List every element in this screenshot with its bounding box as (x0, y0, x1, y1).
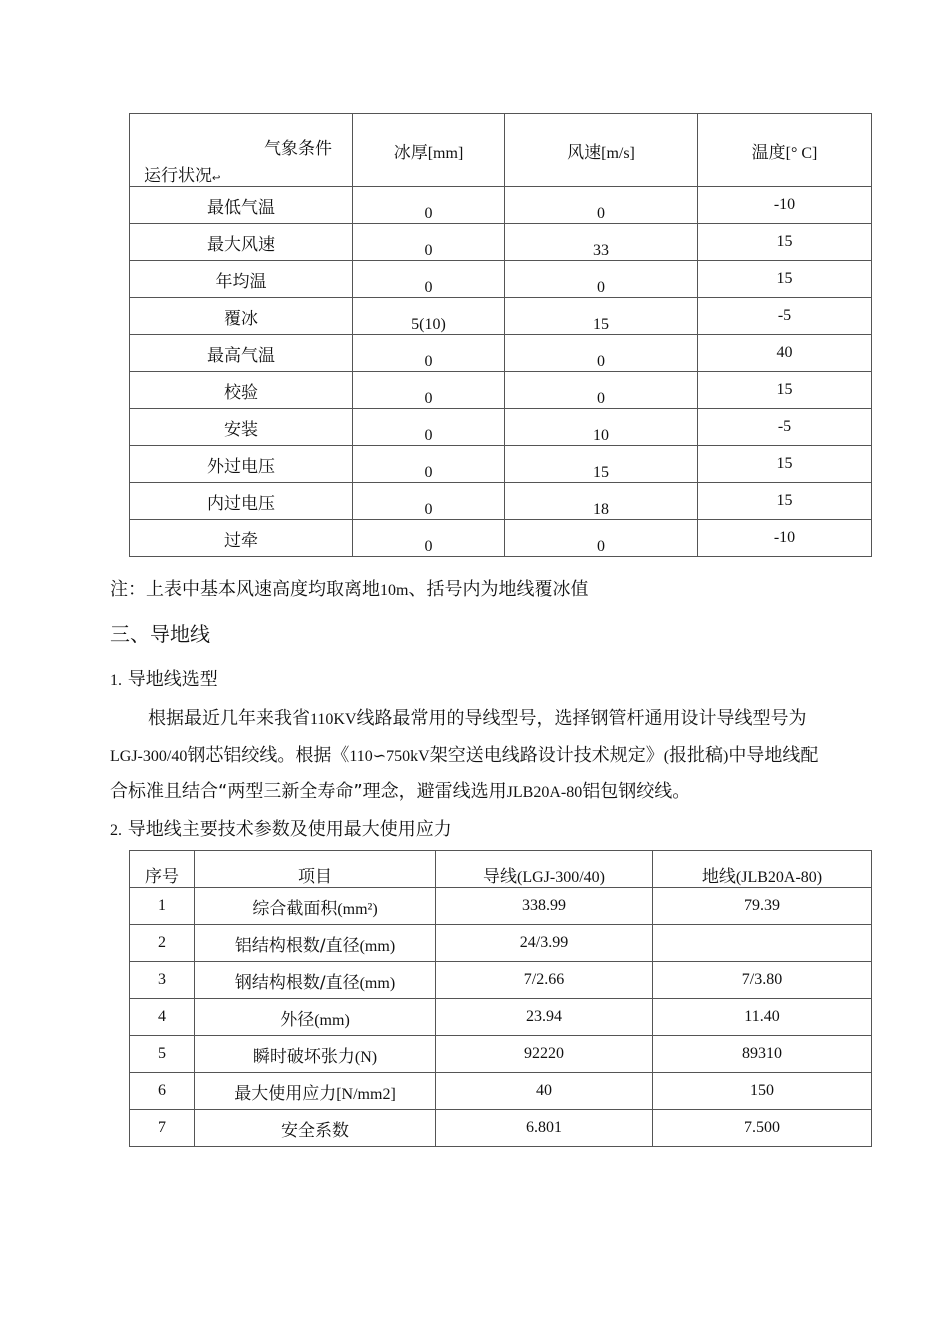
conductor-value-cell: 6.801 (436, 1110, 653, 1147)
item-cell: 安全系数 (195, 1110, 436, 1147)
wind-speed-cell: 10 (505, 409, 698, 446)
param-row (130, 999, 872, 1036)
temperature-cell: 15 (698, 483, 872, 520)
condition-name-cell: 安装 (130, 409, 353, 446)
wind-speed-cell: 0 (505, 372, 698, 409)
seq-cell: 6 (130, 1073, 195, 1110)
corner-bottom-label: 运行状况↩ (144, 166, 221, 186)
weather-row (130, 409, 872, 446)
weather-row (130, 372, 872, 409)
ground-wire-value-cell: 89310 (653, 1036, 872, 1073)
wind-speed-cell: 0 (505, 335, 698, 372)
temperature-cell: -10 (698, 187, 872, 224)
weather-row (130, 224, 872, 261)
item-cell: 综合截面积(mm²) (195, 888, 436, 925)
weather-row (130, 483, 872, 520)
wind-speed-cell: 0 (505, 520, 698, 557)
conductor-value-cell: 40 (436, 1073, 653, 1110)
conductor-value-cell: 23.94 (436, 999, 653, 1036)
ground-wire-value-cell: 7.500 (653, 1110, 872, 1147)
param-row (130, 925, 872, 962)
wind-speed-cell: 33 (505, 224, 698, 261)
seq-cell: 1 (130, 888, 195, 925)
paragraph-line-1: 根据最近几年来我省110KV线路最常用的导线型号，选择钢管杆通用设计导线型号为 (148, 708, 807, 729)
subsection-1-title: 1. 导地线选型 (110, 669, 218, 690)
wind-speed-cell: 0 (505, 187, 698, 224)
param-row (130, 1110, 872, 1147)
conductor-value-cell: 338.99 (436, 888, 653, 925)
param-row (130, 962, 872, 999)
item-cell: 瞬时破坏张力(N) (195, 1036, 436, 1073)
conductor-parameters-table (129, 850, 872, 1147)
temperature-cell: -5 (698, 409, 872, 446)
temperature-cell: 15 (698, 224, 872, 261)
conductor-value-cell: 7/2.66 (436, 962, 653, 999)
wind-speed-cell: 15 (505, 298, 698, 335)
table-note: 注：上表中基本风速高度均取离地10m、括号内为地线覆冰值 (110, 579, 589, 600)
conductor-header: 导线(LGJ-300/40) (436, 851, 653, 888)
conductor-value-cell: 24/3.99 (436, 925, 653, 962)
section-title: 三、导地线 (110, 622, 210, 646)
weather-row (130, 298, 872, 335)
ice-thickness-cell: 0 (353, 372, 505, 409)
wind-speed-cell: 15 (505, 446, 698, 483)
ice-thickness-cell: 0 (353, 261, 505, 298)
paragraph-line-2: LGJ-300/40钢芯铝绞线。根据《110∽750kV架空送电线路设计技术规定》(报批稿)中导地线配 (110, 745, 819, 766)
paragraph-line-3: 合标准且结合“两型三新全寿命”理念，避雷线选用JLB20A-80铝包钢绞线。 (110, 781, 691, 802)
subsection-2-title: 2. 导地线主要技术参数及使用最大使用应力 (110, 819, 452, 840)
item-cell: 最大使用应力[N/mm2] (195, 1073, 436, 1110)
seq-cell: 3 (130, 962, 195, 999)
corner-top-label: 气象条件 (264, 139, 332, 159)
condition-name-cell: 最高气温 (130, 335, 353, 372)
ground-wire-value-cell: 11.40 (653, 999, 872, 1036)
param-row (130, 1073, 872, 1110)
ice-header: 冰厚[mm] (353, 114, 505, 187)
wind-header: 风速[m/s] (505, 114, 698, 187)
item-cell: 外径(mm) (195, 999, 436, 1036)
ice-thickness-cell: 0 (353, 446, 505, 483)
param-row (130, 888, 872, 925)
weather-row (130, 187, 872, 224)
temperature-cell: 40 (698, 335, 872, 372)
ground-wire-value-cell: 150 (653, 1073, 872, 1110)
ice-thickness-cell: 0 (353, 409, 505, 446)
condition-name-cell: 外过电压 (130, 446, 353, 483)
temperature-cell: 15 (698, 372, 872, 409)
wind-speed-cell: 18 (505, 483, 698, 520)
ground-wire-value-cell: 79.39 (653, 888, 872, 925)
weather-row (130, 261, 872, 298)
weather-row (130, 446, 872, 483)
weather-row (130, 520, 872, 557)
ice-thickness-cell: 0 (353, 335, 505, 372)
ice-thickness-cell: 0 (353, 187, 505, 224)
seq-header: 序号 (130, 851, 195, 888)
condition-name-cell: 过牵 (130, 520, 353, 557)
temperature-cell: 15 (698, 261, 872, 298)
item-cell: 铝结构根数/直径(mm) (195, 925, 436, 962)
param-header-row (130, 851, 872, 888)
condition-name-cell: 最大风速 (130, 224, 353, 261)
corner-header-cell (130, 114, 353, 187)
wind-speed-cell: 0 (505, 261, 698, 298)
ice-thickness-cell: 0 (353, 224, 505, 261)
item-cell: 钢结构根数/直径(mm) (195, 962, 436, 999)
seq-cell: 5 (130, 1036, 195, 1073)
ice-thickness-cell: 5(10) (353, 298, 505, 335)
ground-wire-header: 地线(JLB20A-80) (653, 851, 872, 888)
condition-name-cell: 内过电压 (130, 483, 353, 520)
condition-name-cell: 最低气温 (130, 187, 353, 224)
condition-name-cell: 年均温 (130, 261, 353, 298)
ground-wire-value-cell: 7/3.80 (653, 962, 872, 999)
temperature-cell: 15 (698, 446, 872, 483)
condition-name-cell: 覆冰 (130, 298, 353, 335)
temperature-cell: -5 (698, 298, 872, 335)
item-header: 项目 (195, 851, 436, 888)
ice-thickness-cell: 0 (353, 520, 505, 557)
temperature-cell: -10 (698, 520, 872, 557)
conductor-value-cell: 92220 (436, 1036, 653, 1073)
seq-cell: 7 (130, 1110, 195, 1147)
param-row (130, 1036, 872, 1073)
temp-header: 温度[° C] (698, 114, 872, 187)
ice-thickness-cell: 0 (353, 483, 505, 520)
seq-cell: 2 (130, 925, 195, 962)
weather-row (130, 335, 872, 372)
ground-wire-value-cell (653, 925, 872, 962)
condition-name-cell: 校验 (130, 372, 353, 409)
seq-cell: 4 (130, 999, 195, 1036)
weather-header-row (130, 114, 872, 187)
weather-conditions-table (129, 113, 872, 557)
return-mark-icon: ↩ (212, 173, 221, 184)
